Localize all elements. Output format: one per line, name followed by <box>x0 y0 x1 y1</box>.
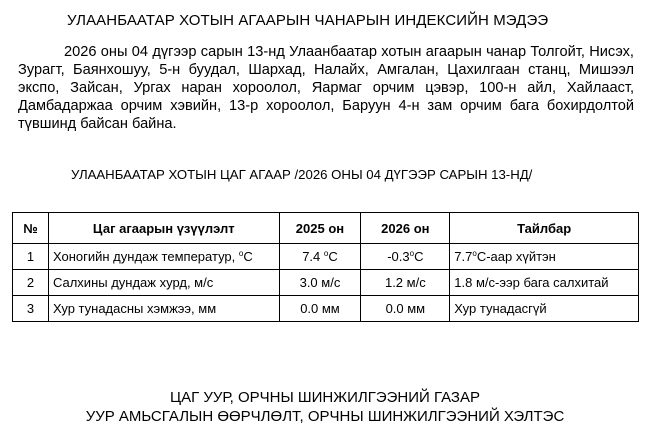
footer <box>0 388 650 426</box>
row-indicator: Хоногийн дундаж температур, $^o$C <box>48 244 279 270</box>
table-row <box>13 296 639 322</box>
row-number: 3 <box>13 296 49 322</box>
row-indicator: Хур тунадасны хэмжээ, мм <box>48 296 279 322</box>
row-value-2025: 3.0 м/с <box>279 270 361 296</box>
table-row <box>13 270 639 296</box>
row-note: 7.7$^o$C-аар хүйтэн <box>450 244 639 270</box>
footer-department: ЦАГ УУР, ОРЧНЫ ШИНЖИЛГЭЭНИЙ ГАЗАР <box>169 389 480 406</box>
row-indicator: Салхины дундаж хурд, м/с <box>48 270 279 296</box>
header-number: № <box>13 213 49 244</box>
table-header-row <box>13 213 639 244</box>
row-note: 1.8 м/с-ээр бага салхитай <box>450 270 639 296</box>
row-value-2025: 0.0 мм <box>279 296 361 322</box>
air-quality-paragraph: 2026 оны 04 дүгээр сарын 13-нд Улаанбаатар хотын агаарын чанар Толгойт, Нисэх, Зурагт, Баянхошуу, 5-н буудал, Шархад, Налайх, Амгалан, Цахилгаан станц, Мишээл экспо, Зайсан, Ургах наран хороолол, Яармаг орчим цэвэр, 100-н айл, Хайлааст, Дамбадаржаа орчим хэвийн, 13-р хороолол, Баруун 4-н зам орчим бага бохирдолтой түвшинд байсан байна. <box>18 44 634 132</box>
header-2025: 2025 он <box>279 213 361 244</box>
header-note: Тайлбар <box>450 213 639 244</box>
document-title: УЛААНБААТАР ХОТЫН АГААРЫН ЧАНАРЫН ИНДЕКСИЙН МЭДЭЭ <box>67 12 549 29</box>
row-value-2025: 7.4 $^o$C <box>279 244 361 270</box>
row-number: 1 <box>13 244 49 270</box>
row-value-2026: 0.0 мм <box>361 296 450 322</box>
weather-section-title: УЛААНБААТАР ХОТЫН ЦАГ АГААР /2026 ОНЫ 04 ДҮГЭЭР САРЫН 13-НД/ <box>71 167 533 182</box>
footer-division: УУР АМЬСГАЛЫН ӨӨРЧЛӨЛТ, ОРЧНЫ ШИНЖИЛГЭЭНИЙ ХЭЛТЭС <box>85 408 565 425</box>
weather-table <box>12 212 639 322</box>
header-indicator: Цаг агаарын үзүүлэлт <box>48 213 279 244</box>
row-value-2026: -0.3$^o$C <box>361 244 450 270</box>
row-note: Хур тунадасгүй <box>450 296 639 322</box>
row-value-2026: 1.2 м/с <box>361 270 450 296</box>
table-row <box>13 244 639 270</box>
row-number: 2 <box>13 270 49 296</box>
header-2026: 2026 он <box>361 213 450 244</box>
